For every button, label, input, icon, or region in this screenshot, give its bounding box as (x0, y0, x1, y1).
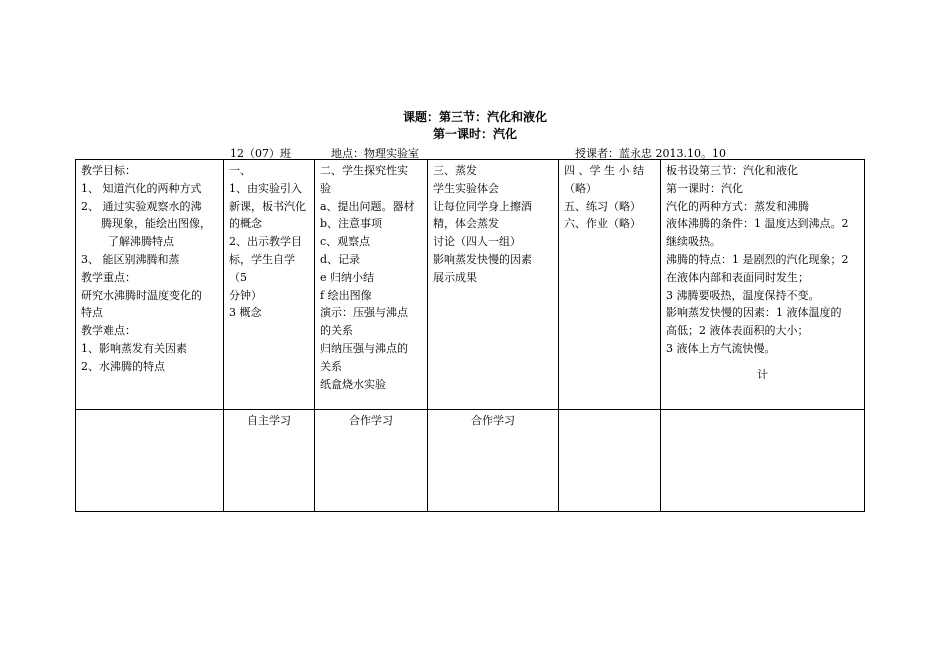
cell-text: 液体沸腾的条件：1 温度达到沸点。2 (666, 217, 849, 231)
evaporation-cell (428, 160, 559, 410)
cell-text: 继续吸热。 (666, 235, 721, 249)
intro-cell (224, 160, 315, 410)
cell-text: 的概念 (229, 217, 262, 231)
cell-text: 二、学生探究性实 (320, 164, 408, 177)
summary-cell (559, 160, 661, 410)
cell-text: 第一课时：汽化 (666, 181, 743, 195)
cell-text: 展示成果 (433, 270, 477, 284)
cell-text: 3 概念 (229, 306, 262, 320)
cell-text: 影响蒸发快慢的因素：1 液体温度的 (666, 306, 842, 320)
cell-text: 验 (320, 181, 331, 195)
cell-text: e 归纳小结 (320, 270, 375, 284)
cell-text: 三、蒸发 (433, 164, 477, 177)
cell-text: 2、出示教学目 (229, 235, 302, 249)
learning-mode-cell (428, 410, 559, 512)
learning-mode-cell (224, 410, 315, 512)
cell-text: 沸腾的特点：1 是剧烈的汽化现象；2 (666, 252, 849, 266)
teacher-label: 授课者：蓝永忠 2013.10。10 (575, 147, 726, 160)
cell-text: 归纳压强与沸点的 (320, 341, 408, 355)
cell-text: 2、 通过实验观察水的沸 (81, 199, 202, 213)
cell-text: 合作学习 (349, 414, 393, 427)
cell-text: 关系 (320, 359, 342, 373)
table-row (76, 410, 865, 512)
cell-text: 分钟） (229, 288, 262, 302)
class-label: 12（07）班 (230, 147, 291, 160)
experiment-cell (315, 160, 428, 410)
cell-text: 合作学习 (471, 414, 515, 427)
cell-text: 3 沸腾要吸热，温度保持不变。 (666, 288, 820, 302)
cell-text: 1、由实验引入 (229, 181, 302, 195)
cell-text: 腾现象，能绘出图像， (101, 217, 211, 231)
location-label: 地点：物理实验室 (331, 147, 419, 160)
cell-text: c、观察点 (320, 235, 371, 249)
cell-text: 学生实验体会 (433, 181, 499, 195)
cell-text: 演示：压强与沸点 (320, 306, 408, 320)
teaching-goals-cell (76, 160, 224, 410)
empty-cell (661, 410, 865, 512)
cell-text: 3、 能区别沸腾和蒸 (81, 252, 180, 266)
cell-text: 四 、学 生 小 结 (564, 164, 644, 177)
cell-text: 的关系 (320, 324, 353, 338)
lesson-plan-table (75, 159, 865, 512)
cell-text: 教学目标： (81, 164, 136, 177)
cell-text: 一、 (229, 164, 251, 177)
cell-text: 计 (757, 367, 768, 381)
table-row (76, 160, 865, 410)
empty-cell (559, 410, 661, 512)
cell-text: 1、影响蒸发有关因素 (81, 341, 187, 355)
lesson-title: 课题：第三节：汽化和液化 (402, 110, 547, 124)
cell-text: 了解沸腾特点 (108, 235, 174, 249)
cell-text: 在液体内部和表面同时发生； (666, 270, 809, 284)
cell-text: 新课，板书汽化 (229, 199, 306, 213)
cell-text: 纸盒烧水实验 (320, 377, 386, 391)
cell-text: 标，学生自学（5 (229, 252, 295, 284)
cell-text: 2、水沸腾的特点 (81, 359, 165, 373)
cell-text: 教学难点： (81, 324, 136, 338)
blackboard-design-cell (661, 160, 865, 410)
cell-text: 教学重点： (81, 270, 136, 284)
cell-text: 五、练习（略） (564, 199, 641, 213)
cell-text: 汽化的两种方式：蒸发和沸腾 (666, 199, 809, 213)
cell-text: 影响蒸发快慢的因素 (433, 252, 532, 266)
cell-text: 高低；2 液体表面积的大小； (666, 324, 809, 338)
cell-text: b、注意事项 (320, 217, 383, 231)
cell-text: d、记录 (320, 252, 361, 266)
cell-text: 讨论（四人一组） (433, 235, 521, 249)
cell-text: 自主学习 (247, 414, 291, 427)
cell-text: 板书设第三节：汽化和液化 (666, 164, 798, 177)
cell-text: 1、 知道汽化的两种方式 (81, 181, 202, 195)
cell-text: 六、作业（略） (564, 217, 641, 231)
cell-text: 让每位同学身上擦酒 (433, 199, 532, 213)
cell-text: a、提出问题。器材 (320, 199, 415, 213)
cell-text: 精，体会蒸发 (433, 217, 499, 231)
learning-mode-cell (315, 410, 428, 512)
cell-text: f 绘出图像 (320, 288, 372, 302)
lesson-subtitle: 第一课时：汽化 (432, 127, 517, 141)
cell-text: （略） (564, 181, 597, 195)
cell-text: 研究水沸腾时温度变化的 (81, 288, 202, 302)
cell-text: 3 液体上方气流快慢。 (666, 341, 776, 355)
cell-text: 特点 (81, 306, 103, 320)
empty-cell (76, 410, 224, 512)
